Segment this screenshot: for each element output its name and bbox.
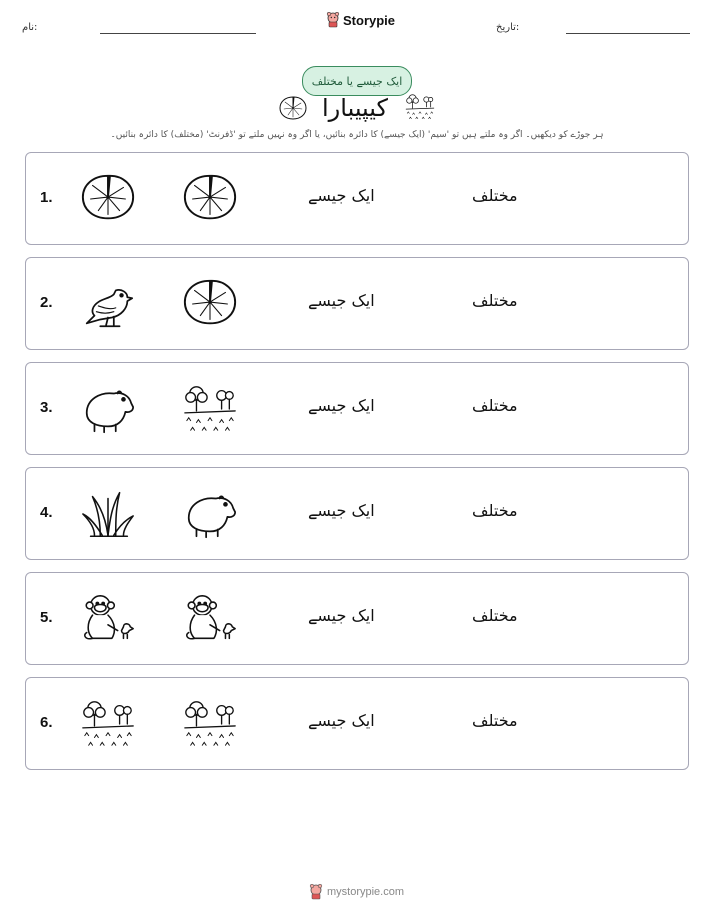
option-different[interactable]: مختلف bbox=[472, 501, 518, 520]
row-number: 6. bbox=[40, 714, 53, 731]
capybara-icon bbox=[181, 486, 239, 542]
trees-icon bbox=[181, 381, 239, 437]
exercise-row bbox=[25, 257, 689, 350]
storypie-mascot-icon bbox=[326, 12, 340, 28]
option-same[interactable]: ایک جیسے bbox=[308, 606, 375, 625]
option-same[interactable]: ایک جیسے bbox=[308, 186, 375, 205]
lily-pad-icon bbox=[181, 276, 239, 332]
lily-pad-icon bbox=[79, 171, 137, 227]
capybara-icon bbox=[79, 381, 137, 437]
topic-badge: ایک جیسے یا مختلف bbox=[302, 66, 412, 96]
name-label: نام: bbox=[22, 22, 38, 33]
lily-pad-icon bbox=[278, 95, 308, 125]
row-number: 3. bbox=[40, 399, 53, 416]
exercise-row bbox=[25, 572, 689, 665]
option-same[interactable]: ایک جیسے bbox=[308, 396, 375, 415]
option-different[interactable]: مختلف bbox=[472, 186, 518, 205]
row-number: 5. bbox=[40, 609, 53, 626]
row-number: 1. bbox=[40, 189, 53, 206]
option-different[interactable]: مختلف bbox=[472, 711, 518, 730]
date-field[interactable] bbox=[566, 33, 690, 34]
monkey-icon bbox=[79, 591, 137, 647]
row-number: 4. bbox=[40, 504, 53, 521]
trees-icon bbox=[404, 92, 436, 126]
monkey-icon bbox=[181, 591, 239, 647]
trees-icon bbox=[79, 696, 137, 752]
option-same[interactable]: ایک جیسے bbox=[308, 291, 375, 310]
exercise-row bbox=[25, 152, 689, 245]
trees-icon bbox=[181, 696, 239, 752]
option-different[interactable]: مختلف bbox=[472, 606, 518, 625]
option-same[interactable]: ایک جیسے bbox=[308, 501, 375, 520]
exercise-row bbox=[25, 362, 689, 455]
footer bbox=[309, 884, 404, 900]
date-label: تاریخ: bbox=[496, 22, 520, 33]
page-title: کیپیبارا bbox=[322, 94, 388, 122]
brand-logo bbox=[326, 12, 395, 28]
row-number: 2. bbox=[40, 294, 53, 311]
exercise-row bbox=[25, 467, 689, 560]
brand-name: Storypie bbox=[343, 12, 396, 28]
grass-icon bbox=[79, 486, 137, 542]
option-different[interactable]: مختلف bbox=[472, 396, 518, 415]
exercise-row bbox=[25, 677, 689, 770]
name-field[interactable] bbox=[100, 33, 256, 34]
footer-url: mystorypie.com bbox=[327, 886, 405, 898]
storypie-mascot-icon bbox=[309, 884, 323, 900]
lily-pad-icon bbox=[181, 171, 239, 227]
option-different[interactable]: مختلف bbox=[472, 291, 518, 310]
option-same[interactable]: ایک جیسے bbox=[308, 711, 375, 730]
instructions: ہر جوڑے کو دیکھیں۔ اگر وہ ملتے ہیں تو 'سیم' (ایک جیسے) کا دائرہ بنائیں، یا اگر وہ نہیں ملتے تو 'ڈفرنٹ' (مختلف) کا دائرہ بنائیں۔ bbox=[110, 130, 604, 140]
bird-icon bbox=[79, 276, 137, 332]
